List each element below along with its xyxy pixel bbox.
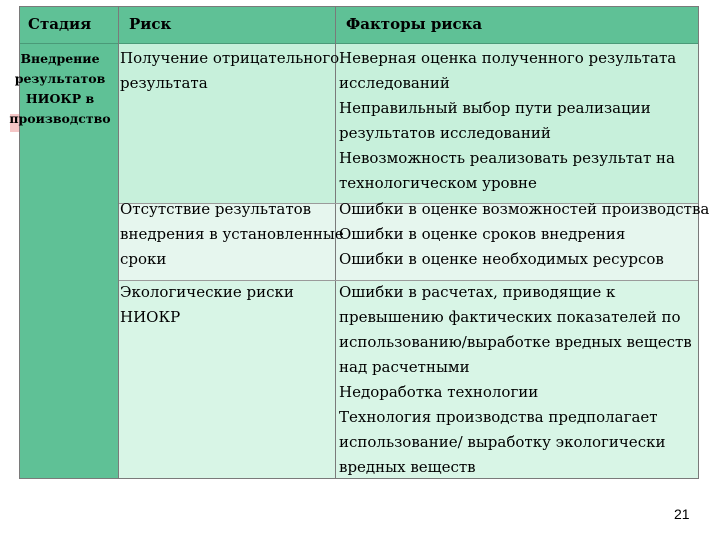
risk-line: внедрения в установленные [120,225,344,243]
factor-line: исследований [339,74,450,92]
factor-line: Ошибки в оценке необходимых ресурсов [339,250,664,268]
factor-line: Невозможность реализовать результат на [339,149,675,167]
factor-line: Ошибки в оценке сроков внедрения [339,225,626,243]
risk-line: Отсутствие результатов [120,200,312,218]
risk-line: результата [120,74,208,92]
factor-line: использованию/выработке вредных веществ [339,333,692,351]
factor-line: Неверная оценка полученного результата [339,49,677,67]
stage-label [1,49,119,129]
factor-line: Ошибки в оценке возможностей производства [339,200,710,218]
risk-line: Получение отрицательного [120,49,340,67]
header-risk: Риск [129,15,172,33]
row3-risk-text [120,280,294,330]
row3-factors-text [339,280,692,480]
row2-factors-text [339,197,709,272]
page-number: 21 [674,506,690,522]
stage-line: НИОКР в [25,91,95,106]
factor-line: результатов исследований [339,124,551,142]
factor-line: превышению фактических показателей по [339,308,681,326]
stage-line: Внедрение [20,51,100,66]
factor-line: вредных веществ [339,458,476,476]
row1-risk-text [120,46,339,96]
table-header-row [20,7,698,44]
factor-line: технологическом уровне [339,174,537,192]
row1-factors-text [339,46,676,196]
factor-line: использование/ выработку экологически [339,433,666,451]
risk-table [9,6,710,479]
factor-line: Недоработка технологии [339,383,539,401]
row2-risk-text [120,197,344,272]
factor-line: Технология производства предполагает [339,408,658,426]
header-factors: Факторы риска [346,15,483,33]
stage-line: результатов [14,71,106,86]
risk-line: НИОКР [120,308,181,326]
stage-line: производство [9,111,111,126]
header-stage: Стадия [28,15,92,33]
factor-line: над расчетными [339,358,470,376]
factor-line: Неправильный выбор пути реализации [339,99,651,117]
risk-line: Экологические риски [120,283,294,301]
risk-line: сроки [120,250,167,268]
factor-line: Ошибки в расчетах, приводящие к [339,283,616,301]
